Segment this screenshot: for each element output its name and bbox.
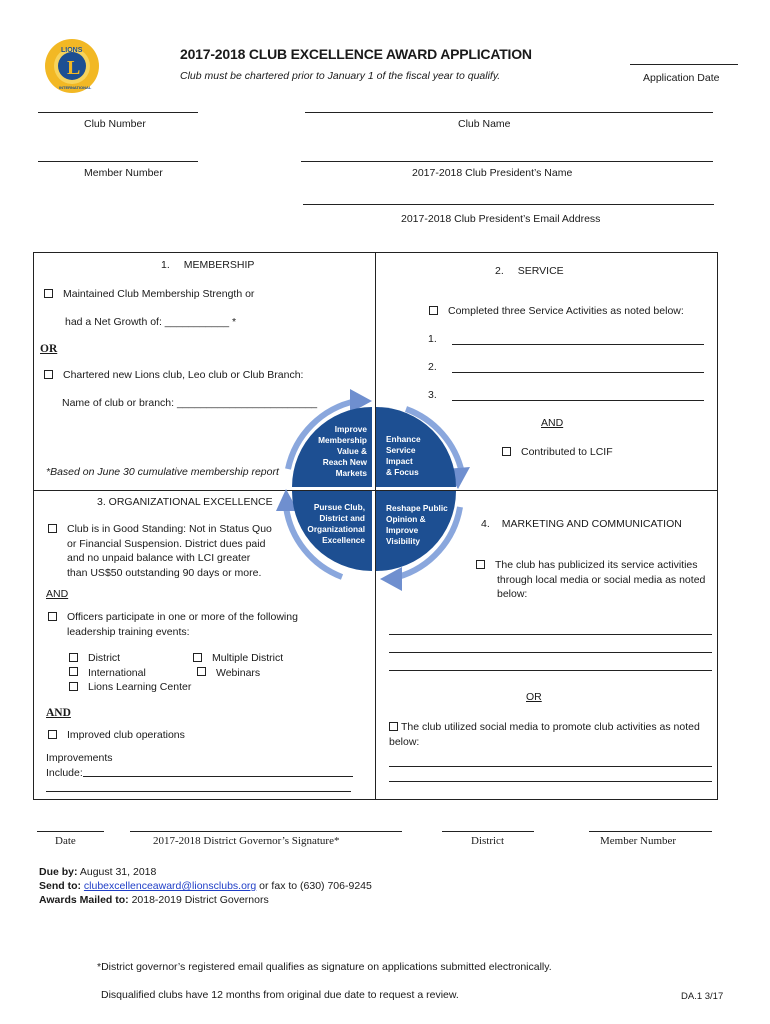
service-item2[interactable]: Contributed to LCIF	[502, 446, 613, 458]
checkbox[interactable]	[44, 370, 53, 379]
application-date-line[interactable]	[630, 64, 738, 65]
marketing-line-3[interactable]	[389, 670, 712, 671]
membership-item1[interactable]: Maintained Club Membership Strength or	[44, 288, 254, 300]
excellence-cycle-diagram	[276, 381, 472, 595]
signature-note: *District governor’s registered email qualifies as signature on applications submitted electronically.	[97, 961, 552, 973]
club-number-field[interactable]	[38, 112, 198, 113]
checkbox[interactable]	[429, 306, 438, 315]
page-subtitle: Club must be chartered prior to January 1 of the fiscal year to qualify.	[180, 70, 501, 82]
checkbox[interactable]	[48, 524, 57, 533]
service-list-1[interactable]: 1.	[428, 333, 437, 345]
service-item1[interactable]: Completed three Service Activities as noted below:	[429, 305, 684, 317]
marketing-line-1[interactable]	[389, 634, 712, 635]
membership-item2[interactable]: Chartered new Lions club, Leo club or Club Branch:	[44, 369, 303, 381]
svg-text:EnhanceServiceImpact& Focus: Enhance Service Impact & Focus	[386, 434, 421, 477]
improvements-label: Improvements Include:	[46, 752, 113, 779]
checkbox[interactable]	[389, 722, 398, 731]
club-name-label: Club Name	[458, 118, 511, 130]
checkbox[interactable]	[48, 730, 57, 739]
checkbox[interactable]	[476, 560, 485, 569]
lions-logo	[44, 38, 100, 94]
member-number-signature-label: Member Number	[600, 835, 677, 847]
membership-or: OR	[40, 343, 58, 355]
svg-text:ImproveMembershipValue &Reach: Improve Membership Value & Reach New Markets	[318, 424, 367, 478]
marketing-line-2[interactable]	[389, 652, 712, 653]
send-to: Send to: clubexcellenceaward@lionsclubs.org or fax to (630) 706-9245	[39, 880, 372, 892]
org-and-1: AND	[46, 588, 69, 600]
page-title: 2017-2018 CLUB EXCELLENCE AWARD APPLICATION	[180, 46, 532, 62]
member-number-signature-line[interactable]	[589, 831, 712, 832]
training-webinars[interactable]: Webinars	[193, 666, 283, 681]
svg-text:Pursue Club,District andOrgani: Pursue Club, District and Organizational Excellence	[307, 502, 365, 545]
training-multiple-district[interactable]: Multiple District	[193, 651, 283, 666]
president-email-label: 2017-2018 Club President’s Email Address	[401, 213, 601, 225]
district-signature-line[interactable]	[442, 831, 534, 832]
membership-footnote: *Based on June 30 cumulative membership report	[46, 466, 279, 478]
svg-text:LIONS: LIONS	[61, 47, 83, 54]
svg-text:INTERNATIONAL: INTERNATIONAL	[59, 85, 92, 90]
send-email-link[interactable]: clubexcellenceaward@lionsclubs.org	[83, 880, 257, 892]
member-number-field[interactable]	[38, 161, 198, 162]
marketing-or: OR	[526, 691, 542, 703]
governor-signature-line[interactable]	[130, 831, 402, 832]
form-code: DA.1 3/17	[681, 991, 724, 1002]
service-line-2[interactable]	[452, 372, 704, 373]
training-options-right	[193, 651, 283, 680]
org-item3[interactable]: Improved club operations	[48, 729, 185, 741]
training-options-left	[69, 651, 191, 695]
president-name-label: 2017-2018 Club President’s Name	[412, 167, 573, 179]
president-email-field[interactable]	[303, 204, 714, 205]
checkbox[interactable]	[197, 667, 206, 676]
club-name-field[interactable]	[305, 112, 713, 113]
president-name-field[interactable]	[301, 161, 713, 162]
org-item2[interactable]: Officers participate in one or more of the following leadership training events:	[48, 610, 298, 639]
service-list-3[interactable]: 3.	[428, 389, 437, 401]
membership-heading: 1. MEMBERSHIP	[161, 259, 255, 271]
service-line-3[interactable]	[452, 400, 704, 401]
training-international[interactable]: International	[69, 666, 191, 681]
date-label: Date	[55, 835, 76, 847]
service-heading: 2. SERVICE	[495, 265, 564, 277]
checkbox[interactable]	[69, 682, 78, 691]
due-by: Due by: August 31, 2018	[39, 866, 157, 878]
checkbox[interactable]	[193, 653, 202, 662]
marketing-heading: 4. MARKETING AND COMMUNICATION	[481, 518, 682, 530]
improvements-line-1[interactable]	[83, 776, 353, 777]
marketing-line-4[interactable]	[389, 766, 712, 767]
service-and: AND	[541, 417, 564, 429]
district-label: District	[471, 835, 504, 847]
membership-net-growth[interactable]: had a Net Growth of: ___________ *	[65, 316, 237, 328]
disqualified-note: Disqualified clubs have 12 months from original due date to request a review.	[101, 989, 459, 1001]
training-lions-learning-center[interactable]: Lions Learning Center	[69, 680, 191, 695]
svg-text:L: L	[67, 57, 81, 79]
club-number-label: Club Number	[84, 118, 146, 130]
org-item1[interactable]: Club is in Good Standing: Not in Status Quo or Financial Suspension. District dues paid and no unpaid balance with LCI greater than US$50 outstanding 90 days or more.	[48, 522, 272, 580]
org-heading: 3. ORGANIZATIONAL EXCELLENCE	[97, 496, 273, 508]
club-branch-name-field[interactable]: Name of club or branch: ________________________	[62, 397, 318, 409]
service-list-2[interactable]: 2.	[428, 361, 437, 373]
svg-text:Reshape PublicOpinion &Improve: Reshape Public Opinion & Improve Visibility	[386, 503, 448, 546]
checkbox[interactable]	[48, 612, 57, 621]
marketing-item2[interactable]: The club utilized social media to promote club activities as noted below:	[389, 721, 700, 748]
member-number-label: Member Number	[84, 167, 163, 179]
org-and-2: AND	[46, 707, 71, 719]
improvements-line-2[interactable]	[46, 791, 351, 792]
checkbox[interactable]	[502, 447, 511, 456]
governor-signature-label: 2017-2018 District Governor’s Signature*	[153, 835, 340, 847]
checkbox[interactable]	[69, 653, 78, 662]
checkbox[interactable]	[69, 667, 78, 676]
application-date-label: Application Date	[643, 72, 720, 84]
date-signature-line[interactable]	[37, 831, 104, 832]
training-district[interactable]: District	[69, 651, 191, 666]
service-line-1[interactable]	[452, 344, 704, 345]
marketing-line-5[interactable]	[389, 781, 712, 782]
awards-mailed: Awards Mailed to: 2018-2019 District Governors	[39, 894, 269, 906]
marketing-item1[interactable]: The club has publicized its service activities through local media or social media as noted below:	[476, 558, 705, 602]
checkbox[interactable]	[44, 289, 53, 298]
